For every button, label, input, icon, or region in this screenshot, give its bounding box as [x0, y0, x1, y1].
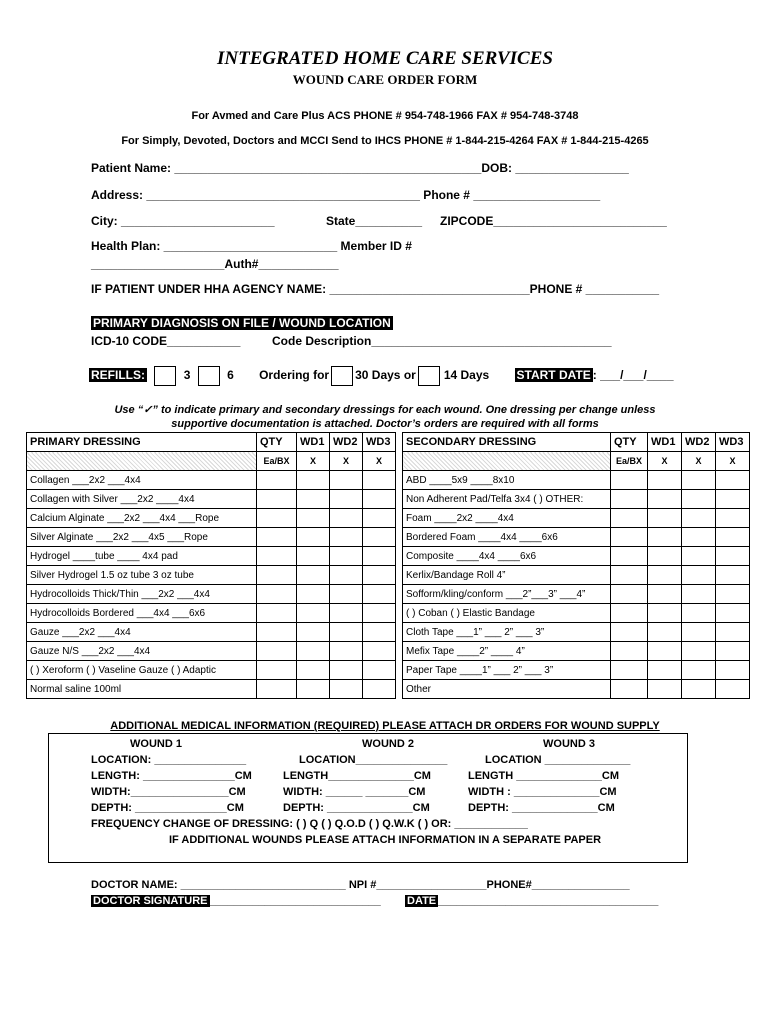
primary-wd2-cell[interactable] [330, 642, 363, 661]
primary-wd1-cell[interactable] [297, 642, 330, 661]
wd2-header: WD2 [682, 433, 716, 452]
icd-code-field[interactable]: ICD-10 CODE___________ [91, 334, 241, 348]
wound-2-location[interactable]: LOCATION_______________ [299, 754, 448, 766]
x-label: X [363, 452, 396, 471]
primary-wd1-cell[interactable] [297, 528, 330, 547]
refill-6-label: 6 [227, 368, 234, 383]
primary-dressing-item: Hydrocolloids Thick/Thin ___2x2 ___4x4 [27, 585, 257, 604]
secondary-wd2-cell[interactable] [682, 528, 716, 547]
primary-wd3-cell[interactable] [363, 471, 396, 490]
table-gap [396, 566, 403, 585]
secondary-qty-cell[interactable] [611, 509, 648, 528]
primary-dressing-item: Collagen ___2x2 ___4x4 [27, 471, 257, 490]
contact-line-2: For Simply, Devoted, Doctors and MCCI Send to IHCS PHONE # 1-844-215-4264 FAX # 1-844-215-4265 [121, 135, 649, 147]
secondary-wd3-cell[interactable] [716, 471, 750, 490]
primary-dressing-item: Silver Hydrogel 1.5 oz tube 3 oz tube [27, 566, 257, 585]
secondary-wd3-cell[interactable] [716, 585, 750, 604]
secondary-wd3-cell[interactable] [716, 623, 750, 642]
secondary-wd3-cell[interactable] [716, 547, 750, 566]
secondary-dressing-item: Foam ____2x2 ____4x4 [403, 509, 611, 528]
secondary-qty-cell[interactable] [611, 490, 648, 509]
primary-qty-cell[interactable] [257, 604, 297, 623]
secondary-wd1-cell[interactable] [648, 604, 682, 623]
table-gap [396, 490, 403, 509]
primary-wd1-cell[interactable] [297, 604, 330, 623]
form-subtitle: WOUND CARE ORDER FORM [292, 72, 478, 87]
primary-dressing-item: Silver Alginate ___2x2 ___4x5 ___Rope [27, 528, 257, 547]
table-row [27, 661, 750, 680]
wound-1-location[interactable]: LOCATION: _______________ [91, 754, 247, 766]
wound-3-location[interactable]: LOCATION ______________ [485, 754, 631, 766]
date-row [405, 895, 658, 907]
patient-name-field[interactable]: Patient Name: ______________________________________________DOB: _________________ [91, 161, 629, 175]
table-row [27, 623, 750, 642]
primary-qty-cell[interactable] [257, 471, 297, 490]
contact-line-1: For Avmed and Care Plus ACS PHONE # 954-748-1966 FAX # 954-748-3748 [191, 110, 579, 122]
table-row [27, 490, 750, 509]
wound-1-heading: WOUND 1 [130, 738, 182, 750]
ea-bx-label: Ea/BX [257, 452, 297, 471]
address-field[interactable]: Address: _________________________________________ Phone # ___________________ [91, 188, 601, 202]
secondary-wd2-cell[interactable] [682, 585, 716, 604]
primary-wd3-cell[interactable] [363, 680, 396, 699]
secondary-qty-cell[interactable] [611, 661, 648, 680]
secondary-qty-cell[interactable] [611, 642, 648, 661]
code-description-field[interactable]: Code Description____________________________________ [272, 334, 612, 348]
table-gap [396, 547, 403, 566]
14-days-label: 14 Days [443, 368, 490, 383]
table-row [27, 642, 750, 661]
ordering-for-label: Ordering for [259, 368, 330, 383]
date-field[interactable]: ____________________________________ [438, 895, 659, 907]
secondary-qty-cell[interactable] [611, 547, 648, 566]
primary-dressing-item: Hydrogel ____tube ____ 4x4 pad [27, 547, 257, 566]
diagnosis-heading-text: PRIMARY DIAGNOSIS ON FILE / WOUND LOCATION [93, 316, 391, 330]
14-days-checkbox[interactable] [418, 366, 440, 386]
secondary-qty-cell[interactable] [611, 566, 648, 585]
primary-wd3-cell[interactable] [363, 509, 396, 528]
table-gap [396, 433, 403, 452]
primary-wd1-cell[interactable] [297, 661, 330, 680]
qty-header: QTY [257, 433, 297, 452]
table-gap [396, 604, 403, 623]
secondary-wd1-cell[interactable] [648, 490, 682, 509]
start-date-field[interactable]: : ___/___/____ [592, 368, 674, 383]
30-days-label: 30 Days or [355, 368, 416, 383]
primary-wd3-cell[interactable] [363, 585, 396, 604]
wound-2-width[interactable]: WIDTH: ______ _______CM [283, 786, 426, 798]
primary-wd2-cell[interactable] [330, 471, 363, 490]
secondary-wd1-cell[interactable] [648, 547, 682, 566]
refill-6-checkbox[interactable] [198, 366, 220, 386]
secondary-dressing-item: Other [403, 680, 611, 699]
refills-label: REFILLS: [91, 368, 145, 383]
secondary-wd1-cell[interactable] [648, 623, 682, 642]
table-row [27, 585, 750, 604]
doctor-name-field[interactable]: DOCTOR NAME: ___________________________ NPI #__________________PHONE#________________ [91, 879, 630, 891]
primary-wd2-cell[interactable] [330, 585, 363, 604]
dressing-table [26, 432, 750, 699]
primary-dressing-item: Hydrocolloids Bordered ___4x4 ___6x6 [27, 604, 257, 623]
secondary-wd2-cell[interactable] [682, 680, 716, 699]
refill-3-checkbox[interactable] [154, 366, 176, 386]
secondary-dressing-item: Bordered Foam ____4x4 ____6x6 [403, 528, 611, 547]
table-gap [396, 623, 403, 642]
primary-qty-cell[interactable] [257, 490, 297, 509]
table-row [27, 509, 750, 528]
secondary-wd2-cell[interactable] [682, 661, 716, 680]
primary-qty-cell[interactable] [257, 642, 297, 661]
primary-dressing-item: Collagen with Silver ___2x2 ____4x4 [27, 490, 257, 509]
x-label: X [716, 452, 750, 471]
table-row [27, 547, 750, 566]
auth-field[interactable]: ____________________Auth#____________ [91, 257, 339, 271]
secondary-wd3-cell[interactable] [716, 642, 750, 661]
wound-2-length[interactable]: LENGTH______________CM [283, 770, 431, 782]
primary-wd3-cell[interactable] [363, 661, 396, 680]
table-gap [396, 509, 403, 528]
table-row [27, 604, 750, 623]
table-gap [396, 661, 403, 680]
wd3-header: WD3 [363, 433, 396, 452]
secondary-wd2-cell[interactable] [682, 547, 716, 566]
primary-wd1-cell[interactable] [297, 566, 330, 585]
primary-wd1-cell[interactable] [297, 680, 330, 699]
secondary-qty-cell[interactable] [611, 680, 648, 699]
additional-info-heading: ADDITIONAL MEDICAL INFORMATION (REQUIRED) PLEASE ATTACH DR ORDERS FOR WOUND SUPPLY [110, 720, 660, 732]
secondary-dressing-item: Composite ____4x4 ____6x6 [403, 547, 611, 566]
primary-wd2-cell[interactable] [330, 661, 363, 680]
wound-3-heading: WOUND 3 [543, 738, 595, 750]
primary-wd2-cell[interactable] [330, 604, 363, 623]
primary-qty-cell[interactable] [257, 566, 297, 585]
diagnosis-heading [91, 316, 393, 330]
primary-wd1-cell[interactable] [297, 585, 330, 604]
primary-dressing-item: Normal saline 100ml [27, 680, 257, 699]
wd1-header: WD1 [648, 433, 682, 452]
secondary-wd1-cell[interactable] [648, 509, 682, 528]
primary-qty-cell[interactable] [257, 585, 297, 604]
table-row [27, 566, 750, 585]
table-gap [396, 680, 403, 699]
primary-wd3-cell[interactable] [363, 623, 396, 642]
primary-wd3-cell[interactable] [363, 490, 396, 509]
secondary-wd3-cell[interactable] [716, 566, 750, 585]
zipcode-field[interactable]: ZIPCODE__________________________ [440, 214, 667, 228]
table-gap [396, 642, 403, 661]
30-days-checkbox[interactable] [331, 366, 353, 386]
secondary-wd2-cell[interactable] [682, 471, 716, 490]
primary-wd1-cell[interactable] [297, 623, 330, 642]
primary-wd1-cell[interactable] [297, 471, 330, 490]
primary-wd2-cell[interactable] [330, 623, 363, 642]
secondary-wd1-cell[interactable] [648, 528, 682, 547]
hatched-cell [27, 452, 257, 471]
primary-wd3-cell[interactable] [363, 547, 396, 566]
primary-wd2-cell[interactable] [330, 547, 363, 566]
secondary-wd3-cell[interactable] [716, 509, 750, 528]
secondary-wd1-cell[interactable] [648, 566, 682, 585]
secondary-qty-cell[interactable] [611, 604, 648, 623]
secondary-dressing-item: Sofform/kling/conform ___2”___3” ___4” [403, 585, 611, 604]
primary-dressing-item: ( ) Xeroform ( ) Vaseline Gauze ( ) Adaptic [27, 661, 257, 680]
secondary-wd1-cell[interactable] [648, 642, 682, 661]
state-field[interactable]: State__________ [326, 214, 423, 228]
primary-wd2-cell[interactable] [330, 509, 363, 528]
x-label: X [648, 452, 682, 471]
secondary-dressing-item: Cloth Tape ___1” ___ 2” ___ 3” [403, 623, 611, 642]
wound-3-length[interactable]: LENGTH ______________CM [468, 770, 620, 782]
refill-3-label: 3 [183, 368, 191, 383]
secondary-dressing-header: SECONDARY DRESSING [403, 433, 611, 452]
primary-dressing-item: Calcium Alginate ___2x2 ___4x4 ___Rope [27, 509, 257, 528]
wd3-header: WD3 [716, 433, 750, 452]
hatched-cell [403, 452, 611, 471]
additional-wounds-note: IF ADDITIONAL WOUNDS PLEASE ATTACH INFORMATION IN A SEPARATE PAPER [168, 834, 602, 846]
secondary-dressing-item: Non Adherent Pad/Telfa 3x4 ( ) OTHER: [403, 490, 611, 509]
secondary-wd3-cell[interactable] [716, 604, 750, 623]
secondary-dressing-item: Kerlix/Bandage Roll 4” [403, 566, 611, 585]
wd1-header: WD1 [297, 433, 330, 452]
table-gap [396, 471, 403, 490]
secondary-dressing-item: ABD ____5x9 ____8x10 [403, 471, 611, 490]
primary-dressing-header: PRIMARY DRESSING [27, 433, 257, 452]
secondary-wd1-cell[interactable] [648, 585, 682, 604]
secondary-wd1-cell[interactable] [648, 680, 682, 699]
table-row [27, 471, 750, 490]
secondary-wd1-cell[interactable] [648, 661, 682, 680]
secondary-wd2-cell[interactable] [682, 642, 716, 661]
secondary-wd2-cell[interactable] [682, 566, 716, 585]
x-label: X [330, 452, 363, 471]
form-title: INTEGRATED HOME CARE SERVICES [217, 48, 553, 69]
instructions-line-1: Use “✓” to indicate primary and secondary dressings for each wound. One dressing per change unless [114, 404, 656, 416]
wound-1-width[interactable]: WIDTH:________________CM [91, 786, 246, 798]
secondary-wd3-cell[interactable] [716, 661, 750, 680]
primary-wd1-cell[interactable] [297, 547, 330, 566]
table-gap [396, 585, 403, 604]
secondary-wd2-cell[interactable] [682, 623, 716, 642]
secondary-wd2-cell[interactable] [682, 509, 716, 528]
primary-wd2-cell[interactable] [330, 566, 363, 585]
ea-bx-label: Ea/BX [611, 452, 648, 471]
primary-wd3-cell[interactable] [363, 566, 396, 585]
primary-qty-cell[interactable] [257, 680, 297, 699]
primary-qty-cell[interactable] [257, 661, 297, 680]
primary-wd3-cell[interactable] [363, 528, 396, 547]
hha-agency-field[interactable]: IF PATIENT UNDER HHA AGENCY NAME: ______________________________PHONE # ___________ [91, 282, 660, 296]
x-label: X [297, 452, 330, 471]
city-field[interactable]: City: _______________________ [91, 214, 275, 228]
table-gap [396, 452, 403, 471]
doctor-signature-label: DOCTOR SIGNATURE [93, 895, 208, 907]
secondary-wd2-cell[interactable] [682, 490, 716, 509]
table-row [27, 528, 750, 547]
secondary-wd1-cell[interactable] [648, 471, 682, 490]
wound-3-depth[interactable]: DEPTH: ______________CM [468, 802, 615, 814]
secondary-wd3-cell[interactable] [716, 528, 750, 547]
table-gap [396, 528, 403, 547]
table-row [27, 680, 750, 699]
date-label: DATE [407, 895, 437, 907]
primary-wd2-cell[interactable] [330, 490, 363, 509]
health-plan-field[interactable]: Health Plan: __________________________ Member ID # [91, 239, 412, 253]
primary-qty-cell[interactable] [257, 509, 297, 528]
primary-dressing-item: Gauze N/S ___2x2 ___4x4 [27, 642, 257, 661]
primary-qty-cell[interactable] [257, 528, 297, 547]
primary-wd1-cell[interactable] [297, 490, 330, 509]
secondary-qty-cell[interactable] [611, 471, 648, 490]
wound-3-width[interactable]: WIDTH : ______________CM [468, 786, 617, 798]
secondary-qty-cell[interactable] [611, 623, 648, 642]
secondary-qty-cell[interactable] [611, 585, 648, 604]
doctor-signature-field[interactable]: ____________________________ [209, 895, 381, 907]
primary-wd3-cell[interactable] [363, 604, 396, 623]
instructions-line-2: supportive documentation is attached. Doctor’s orders are required with all forms [171, 418, 599, 430]
primary-wd2-cell[interactable] [330, 680, 363, 699]
wound-1-length[interactable]: LENGTH: _______________CM [91, 770, 252, 782]
doctor-signature-row [91, 895, 381, 907]
secondary-dressing-item: Paper Tape ____1” ___ 2” ___ 3” [403, 661, 611, 680]
primary-wd2-cell[interactable] [330, 528, 363, 547]
frequency-field[interactable]: FREQUENCY CHANGE OF DRESSING: ( ) Q ( ) Q.O.D ( ) Q.W.K ( ) OR: ____________ [91, 818, 528, 830]
secondary-dressing-item: Mefix Tape ____2” ____ 4” [403, 642, 611, 661]
secondary-wd2-cell[interactable] [682, 604, 716, 623]
refills-row [89, 366, 674, 386]
secondary-wd3-cell[interactable] [716, 680, 750, 699]
secondary-dressing-item: ( ) Coban ( ) Elastic Bandage [403, 604, 611, 623]
wd2-header: WD2 [330, 433, 363, 452]
wound-2-heading: WOUND 2 [362, 738, 414, 750]
primary-wd1-cell[interactable] [297, 509, 330, 528]
secondary-wd3-cell[interactable] [716, 490, 750, 509]
primary-qty-cell[interactable] [257, 623, 297, 642]
primary-wd3-cell[interactable] [363, 642, 396, 661]
start-date-label: START DATE [516, 368, 591, 383]
x-label: X [682, 452, 716, 471]
secondary-qty-cell[interactable] [611, 528, 648, 547]
wound-1-depth[interactable]: DEPTH: _______________CM [91, 802, 244, 814]
primary-dressing-item: Gauze ___2x2 ___4x4 [27, 623, 257, 642]
primary-qty-cell[interactable] [257, 547, 297, 566]
qty-header: QTY [611, 433, 648, 452]
wound-2-depth[interactable]: DEPTH: ______________CM [283, 802, 430, 814]
